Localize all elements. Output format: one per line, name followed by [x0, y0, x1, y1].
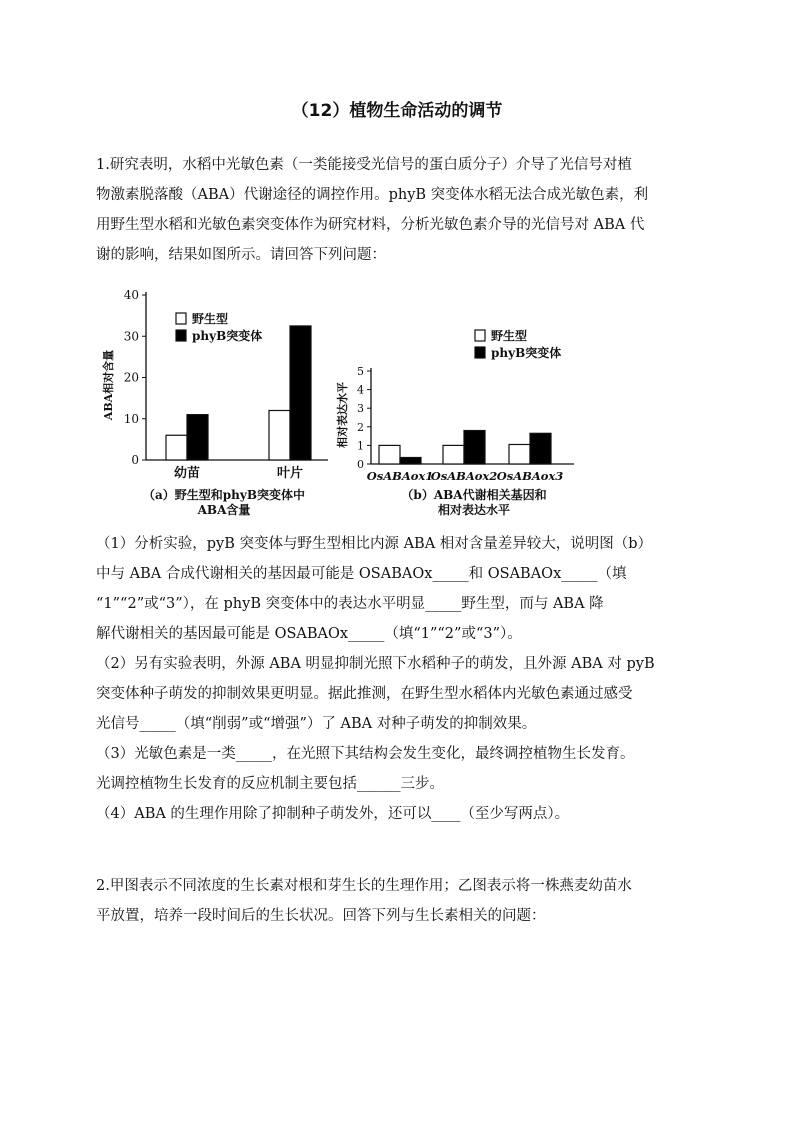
- category-label: OsABAox3: [496, 469, 564, 483]
- text-line: 1.研究表明，水稻中光敏色素（一类能接受光信号的蛋白质分子）介导了光信号对植: [96, 157, 632, 173]
- question-2: [96, 871, 706, 931]
- chart-caption: （b）ABA代谢相关基因和: [401, 488, 547, 502]
- y-tick-label: 2: [357, 420, 364, 434]
- chart-caption: ABA含量: [197, 503, 251, 517]
- category-label: OsABAox2: [430, 469, 498, 483]
- page-title: （12）植物生命活动的调节: [291, 101, 503, 121]
- legend-swatch: [475, 330, 485, 341]
- legend-swatch: [176, 313, 186, 324]
- category-label: OsABAox1: [366, 469, 434, 483]
- bar: [530, 433, 551, 464]
- text-line: （3）光敏色素是一类_____，在光照下其结构会发生变化，最终调控植物生长发育。: [96, 746, 635, 762]
- text-line: （1）分析实验，pyB 突变体与野生型相比内源 ABA 相对含量差异较大，说明图（b）: [96, 536, 653, 552]
- y-tick-label: 0: [131, 453, 139, 467]
- legend-label: phyB突变体: [192, 329, 263, 343]
- text-line: 光信号_____（填“削弱”或“增强”）了 ABA 对种子萌发的抑制效果。: [96, 716, 537, 732]
- text-line: 物激素脱落酸（ABA）代谢途径的调控作用。phyB 突变体水稻无法合成光敏色素，利: [96, 187, 649, 203]
- chart-gene-expression: [332, 285, 602, 525]
- text-line: 谢的影响，结果如图所示。请回答下列问题：: [96, 247, 386, 263]
- y-axis-label: ABA相对含量: [102, 349, 115, 421]
- text-line: 突变体种子萌发的抑制效果更明显。据此推测，在野生型水稻体内光敏色素通过感受: [96, 686, 633, 702]
- text-line: 中与 ABA 合成代谢相关的基因最可能是 OSABAOx_____和 OSABAOx_____（填: [96, 566, 627, 582]
- y-tick-label: 0: [357, 458, 364, 471]
- y-tick-label: 3: [357, 402, 364, 416]
- text-line: （2）另有实验表明，外源 ABA 明显抑制光照下水稻种子的萌发，且外源 ABA 对 pyB: [96, 656, 655, 672]
- bar: [443, 445, 464, 464]
- y-tick-label: 40: [123, 288, 139, 302]
- text-line: 2.甲图表示不同浓度的生长素对根和芽生长的生理作用；乙图表示将一株燕麦幼苗水: [96, 878, 632, 894]
- text-line: “1”“2”或“3”），在 phyB 突变体中的表达水平明显_____野生型，而与 ABA 降: [96, 596, 604, 612]
- text-line: 平放置，培养一段时间后的生长状况。回答下列与生长素相关的问题：: [96, 908, 546, 924]
- bar: [269, 411, 290, 461]
- bar: [290, 326, 311, 460]
- legend-label: 野生型: [192, 312, 229, 326]
- legend-label: phyB突变体: [491, 346, 562, 360]
- bar: [464, 431, 485, 464]
- text-line: 解代谢相关的基因最可能是 OSABAOx_____（填“1”“2”或“3”）。: [96, 626, 522, 642]
- y-axis-label: 相对表达水平: [336, 382, 349, 448]
- y-tick-label: 5: [357, 365, 364, 378]
- text-line: 用野生型水稻和光敏色素突变体作为研究材料，分析光敏色素介导的光信号对 ABA 代: [96, 217, 645, 233]
- question-1-subquestions: [96, 529, 706, 829]
- legend-swatch: [176, 330, 186, 341]
- y-tick-label: 10: [123, 411, 139, 426]
- bar: [166, 435, 187, 460]
- y-tick-label: 20: [123, 370, 139, 385]
- text-line: 光调控植物生长发育的反应机制主要包括______三步。: [96, 776, 444, 792]
- y-tick-label: 30: [123, 329, 139, 344]
- y-tick-label: 1: [357, 439, 364, 453]
- bar: [509, 444, 530, 464]
- bar: [187, 415, 208, 460]
- question-1-intro: [96, 150, 706, 270]
- legend-label: 野生型: [491, 329, 528, 343]
- category-label: 叶片: [276, 466, 304, 481]
- text-line: （4）ABA 的生理作用除了抑制种子萌发外，还可以____（至少写两点）。: [96, 806, 570, 822]
- chart-caption: 相对表达水平: [437, 503, 511, 517]
- y-tick-label: 4: [357, 383, 364, 397]
- category-label: 幼苗: [173, 466, 201, 481]
- legend-swatch: [475, 347, 485, 358]
- chart-aba-content: [96, 285, 332, 525]
- bar: [379, 445, 400, 464]
- chart-caption: （a）野生型和phyB突变体中: [142, 488, 306, 502]
- bar: [400, 457, 421, 464]
